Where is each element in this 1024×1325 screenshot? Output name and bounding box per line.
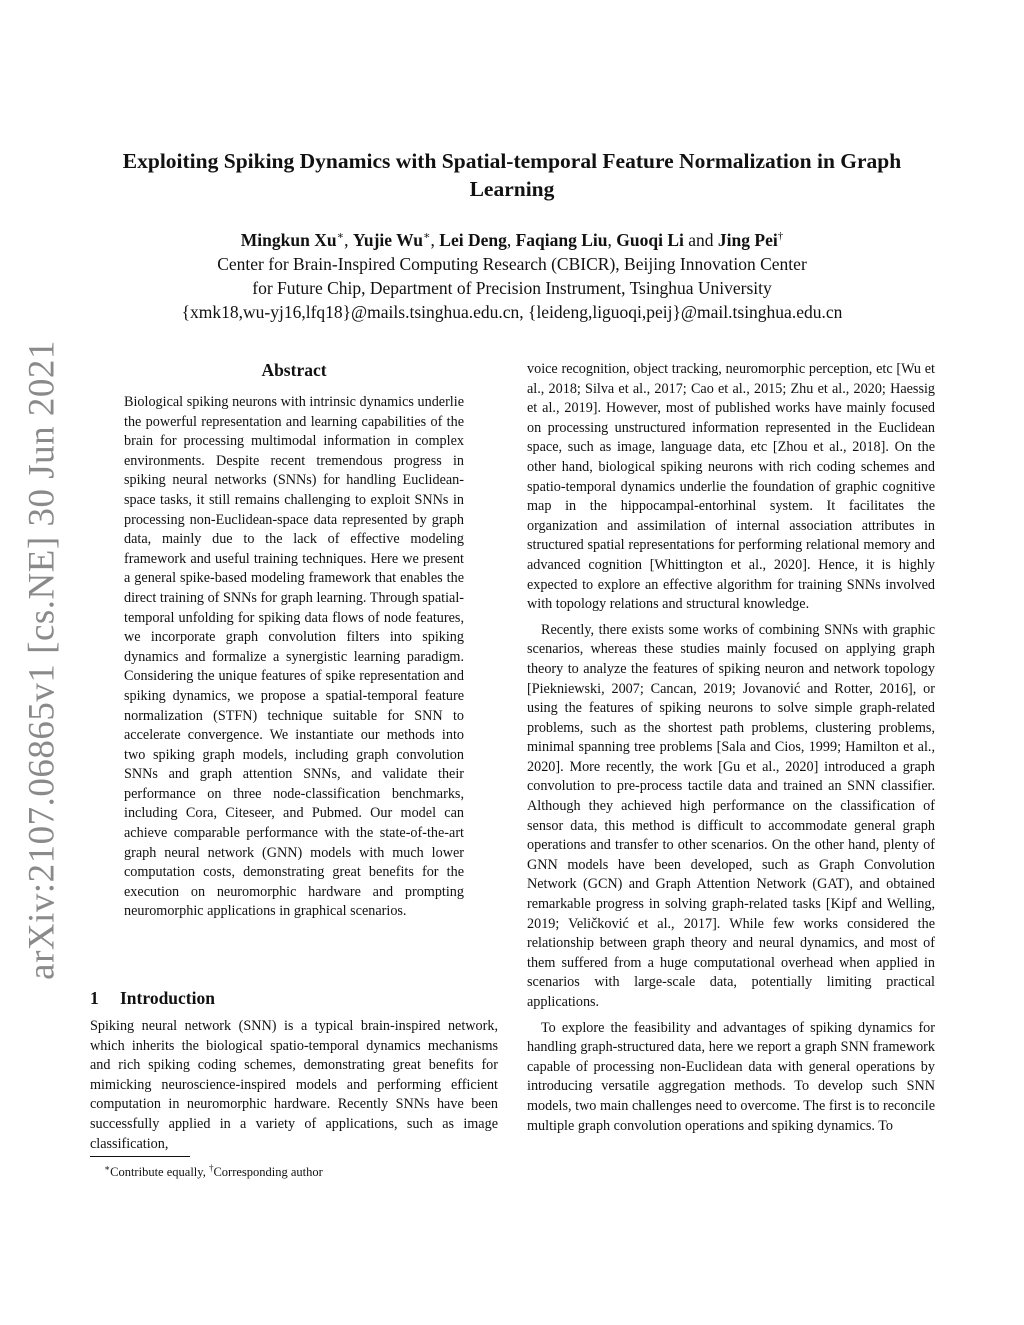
author-name: Guoqi Li xyxy=(616,229,684,250)
author-separator: , xyxy=(506,229,516,250)
footnote-divider xyxy=(90,1156,190,1157)
author-name: Yujie Wu xyxy=(352,229,424,250)
author-separator: , xyxy=(430,229,440,250)
author-name: Faqiang Liu xyxy=(515,229,608,250)
body-paragraph: voice recognition, object tracking, neuromorphic perception, etc [Wu et al., 2018; Silva et al., 2017; Cao et al., 2015; Zhu et al., 2020; Haessig et al., 2019]. However, most of published works have mainly focused on processing unstructured information represented in the Euclidean space, such as image, language data, etc [Zhou et al., 2018]. On the other hand, biological spiking neurons with rich coding schemes and spatio-temporal dynamics underlie the foundation of graphic cognitive map in the hippocampal-entorhinal system. It facilitates the organization and assimilation of internal association attributes in structured spatial representations for performing relational memory and advanced cognition [Whittington et al., 2020]. Hence, it is highly expected to explore an effective algorithm for training SNNs involved with topology relations and structural knowledge. xyxy=(527,361,935,613)
author-mark: † xyxy=(777,230,784,242)
body-paragraph: Recently, there exists some works of combining SNNs with graphic scenarios, whereas these studies mainly focused on applying graph theory to analyze the features of spiking neuron and network topology [Piekniewski, 2007; Cancan, 2019; Jovanović and Rotter, 2016], or using the features of spiking neurons to solve simple graph-related problems, such as the shortest path problems, clustering problems, minimal spanning tree problems [Sala and Cios, 1999; Hamilton et al., 2020]. More recently, the work [Gu et al., 2020] introduced a graph convolution to pre-process tactile data and trained an SNN classifier. Although they achieved high performance on the classification of sensor data, this method is difficult to accommodate general graph operations and transfer to other scenarios. On the other hand, plenty of GNN models have been developed, such as Graph Convolution Network (GCN) and Graph Attention Network (GAT), and obtained remarkable progress in solving graph-related tasks [Kipf and Welling, 2019; Veličković et al., 2017]. While few works considered the relationship between graph theory and neural dynamics, and most of them suffered from a huge computational overhead when applied in scenarios with large-scale data, potentially limiting practical applications. xyxy=(527,621,935,1010)
author-separator: , xyxy=(607,229,617,250)
author-and: and xyxy=(688,229,714,250)
introduction-left-column xyxy=(90,1017,498,1154)
section-number: 1 xyxy=(90,988,99,1008)
footnote-mark: ∗ xyxy=(104,1163,111,1173)
section-title: Introduction xyxy=(120,988,215,1008)
author-name: Mingkun Xu xyxy=(240,229,337,250)
abstract-body xyxy=(124,393,464,922)
footnote-text: Corresponding author xyxy=(213,1165,323,1180)
body-paragraph: To explore the feasibility and advantages of spiking dynamics for handling graph-structured data, here we report a graph SNN framework capable of processing non-Euclidean data with general operations by introducing versatile aggregation methods. To develop such SNN models, two main challenges need to overcome. The first is to reconcile multiple graph convolution operations and spiking dynamics. To xyxy=(527,1019,935,1134)
affiliation-line: for Future Chip, Department of Precision Instrument, Tsinghua University xyxy=(252,278,772,298)
author-mark: ∗ xyxy=(336,230,345,242)
arxiv-identifier xyxy=(12,340,72,980)
body-paragraph: Spiking neural network (SNN) is a typical brain-inspired network, which inherits the biological spatio-temporal dynamics mechanisms and rich spiking coding schemes, demonstrating great benefits for mimicking neuroscience-inspired models and performing efficient computation in neuromorphic hardware. Recently SNNs have been successfully applied in a variety of applications, such as image classification, xyxy=(90,1018,498,1152)
section-heading-introduction xyxy=(90,988,215,1009)
author-list xyxy=(90,224,934,252)
author-name: Lei Deng xyxy=(439,229,507,250)
footnote-mark: † xyxy=(208,1163,214,1173)
footnote-text: Contribute equally, xyxy=(110,1165,209,1180)
affiliation-block xyxy=(90,252,934,324)
affiliation-line: Center for Brain-Inspired Computing Research (CBICR), Beijing Innovation Center xyxy=(217,254,807,274)
abstract-paragraph: Biological spiking neurons with intrinsic dynamics underlie the powerful representation and learning capabilities of the brain for processing multimodal information in complex environments. Despite recent tremendous progress in spiking neural networks (SNNs) for handling Euclidean-space tasks, it still remains challenging to exploit SNNs in processing non-Euclidean-space data represented by graph data, mainly due to the lack of effective modeling framework and useful training techniques. Here we present a general spike-based modeling framework that enables the direct training of SNNs for graph learning. Through spatial-temporal unfolding for spiking data flows of node features, we incorporate graph convolution filters into spiking dynamics and formalize a synergistic learning paradigm. Considering the unique features of spike representation and spiking dynamics, we propose a spatial-temporal feature normalization (STFN) technique suitable for SNN to accelerate convergence. We instantiate our methods into two spiking graph models, including graph convolution SNNs and graph attention SNNs, and validate their performance on three node-classification benchmarks, including Cora, Citeseer, and Pubmed. Our model can achieve comparable performance with the state-of-the-art graph neural network (GNN) models with much lower computation costs, demonstrating great benefits for the execution on neuromorphic hardware and prompting neuromorphic applications in graphical scenarios. xyxy=(124,394,464,920)
author-separator: , xyxy=(344,229,353,250)
email-line: {xmk18,wu-yj16,lfq18}@mails.tsinghua.edu.cn, {leideng,liguoqi,peij}@mail.tsinghua.edu.cn xyxy=(181,302,843,322)
author-mark: ∗ xyxy=(423,230,431,242)
footnote xyxy=(104,1160,323,1180)
right-column xyxy=(527,360,935,1136)
abstract-heading: Abstract xyxy=(261,360,327,380)
arxiv-identifier-text: arXiv:2107.06865v1 [cs.NE] 30 Jun 2021 xyxy=(21,340,63,980)
paper-title: Exploiting Spiking Dynamics with Spatial-temporal Feature Normalization in Graph Learning xyxy=(122,149,902,201)
author-name: Jing Pei xyxy=(717,229,778,250)
